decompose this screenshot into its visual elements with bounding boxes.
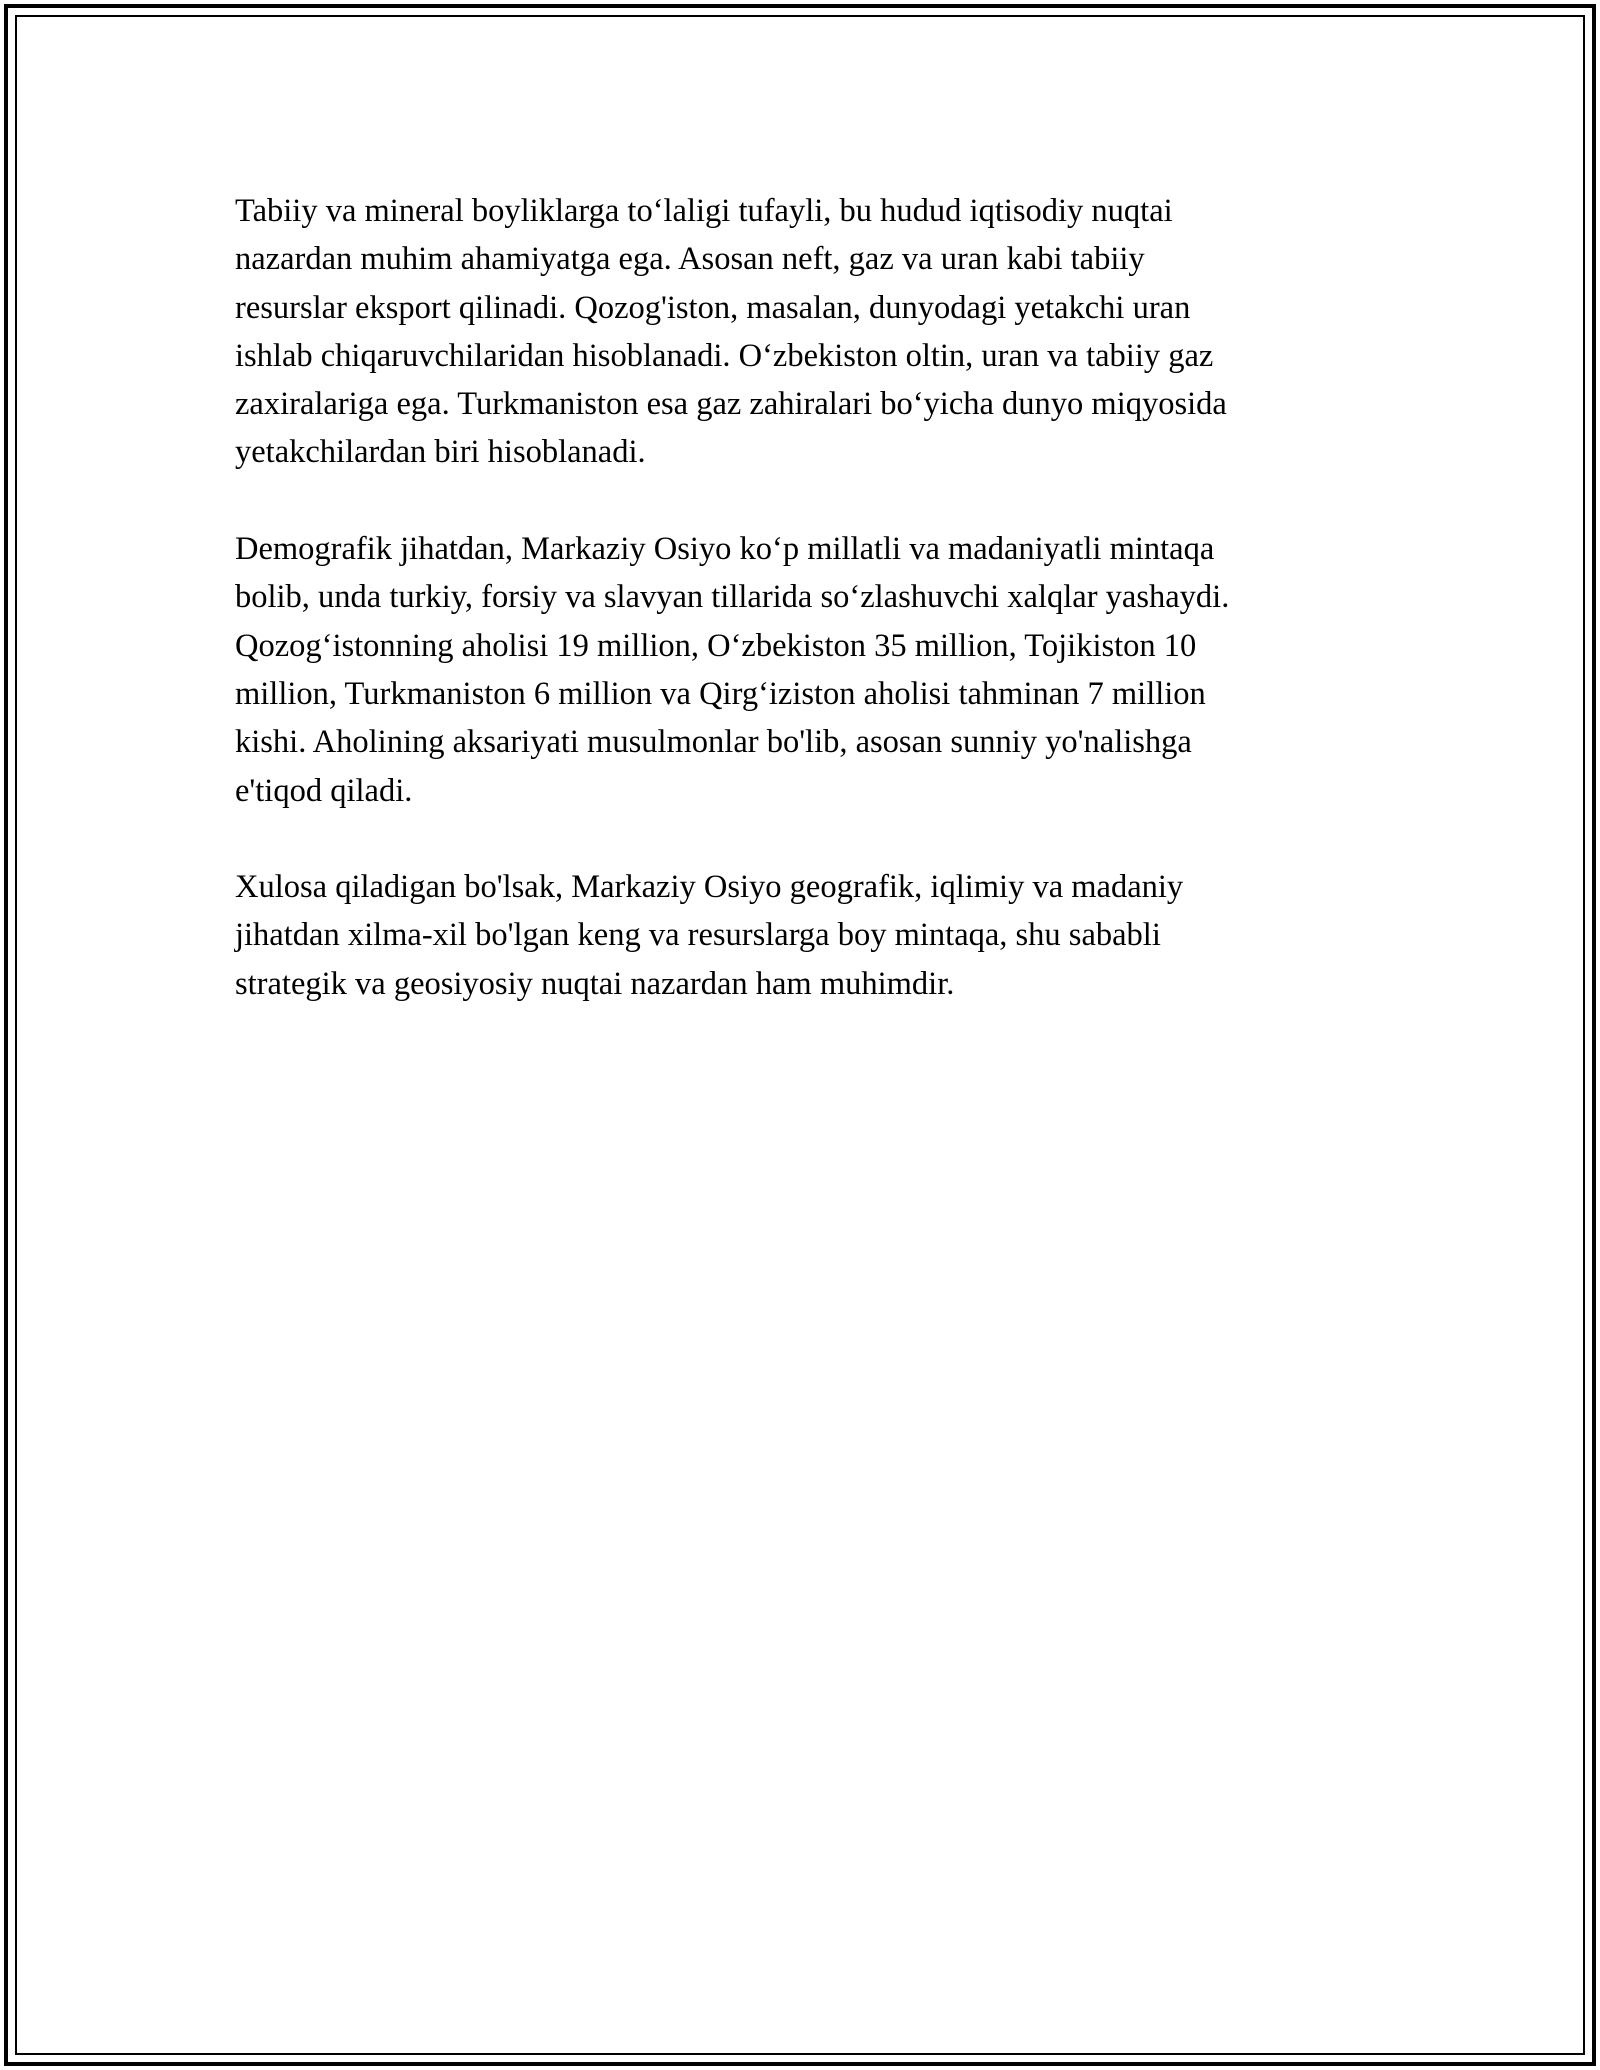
text-line: yetakchilardan biri hisoblanadi. [235, 434, 646, 471]
text-line: zaxiralariga ega. Turkmaniston esa gaz zahiralari bo‘yicha dunyo miqyosida [235, 386, 1227, 423]
text-line: nazardan muhim ahamiyatga ega. Asosan neft, gaz va uran kabi tabiiy [235, 241, 1145, 278]
text-line: Tabiiy va mineral boyliklarga to‘laligi tufayli, bu hudud iqtisodiy nuqtai [235, 193, 1173, 229]
text-line: bolib, unda turkiy, forsiy va slavyan tillarida so‘zlashuvchi xalqlar yashaydi. [235, 579, 1230, 616]
text-line: Xulosa qiladigan bo'lsak, Markaziy Osiyo geografik, iqlimiy va madaniy [235, 869, 1184, 906]
text-line: strategik va geosiyosiy nuqtai nazardan ham muhimdir. [235, 965, 955, 1002]
paragraph-conclusion [235, 863, 1375, 1008]
text-line: Qozog‘istonning aholisi 19 million, O‘zbekiston 35 million, Tojikiston 10 [235, 627, 1197, 664]
text-line: Demografik jihatdan, Markaziy Osiyo ko‘p millatli va madaniyatli mintaqa [235, 531, 1215, 568]
text-line: resurslar eksport qilinadi. Qozog'iston, masalan, dunyodagi yetakchi uran [235, 289, 1191, 326]
paragraph-demographics [235, 525, 1375, 815]
paragraph-resources [235, 187, 1375, 477]
text-line: e'tiqod qiladi. [235, 772, 413, 809]
text-line: kishi. Aholining aksariyati musulmonlar bo'lib, asosan sunniy yo'nalishga [235, 724, 1192, 761]
text-line: jihatdan xilma-xil bo'lgan keng va resurslarga boy mintaqa, shu sababli [235, 917, 1161, 954]
document-body [235, 187, 1375, 1056]
text-line: million, Turkmaniston 6 million va Qirg‘iziston aholisi tahminan 7 million [235, 675, 1206, 712]
text-line: ishlab chiqaruvchilaridan hisoblanadi. O‘zbekiston oltin, uran va tabiiy gaz [235, 337, 1214, 374]
